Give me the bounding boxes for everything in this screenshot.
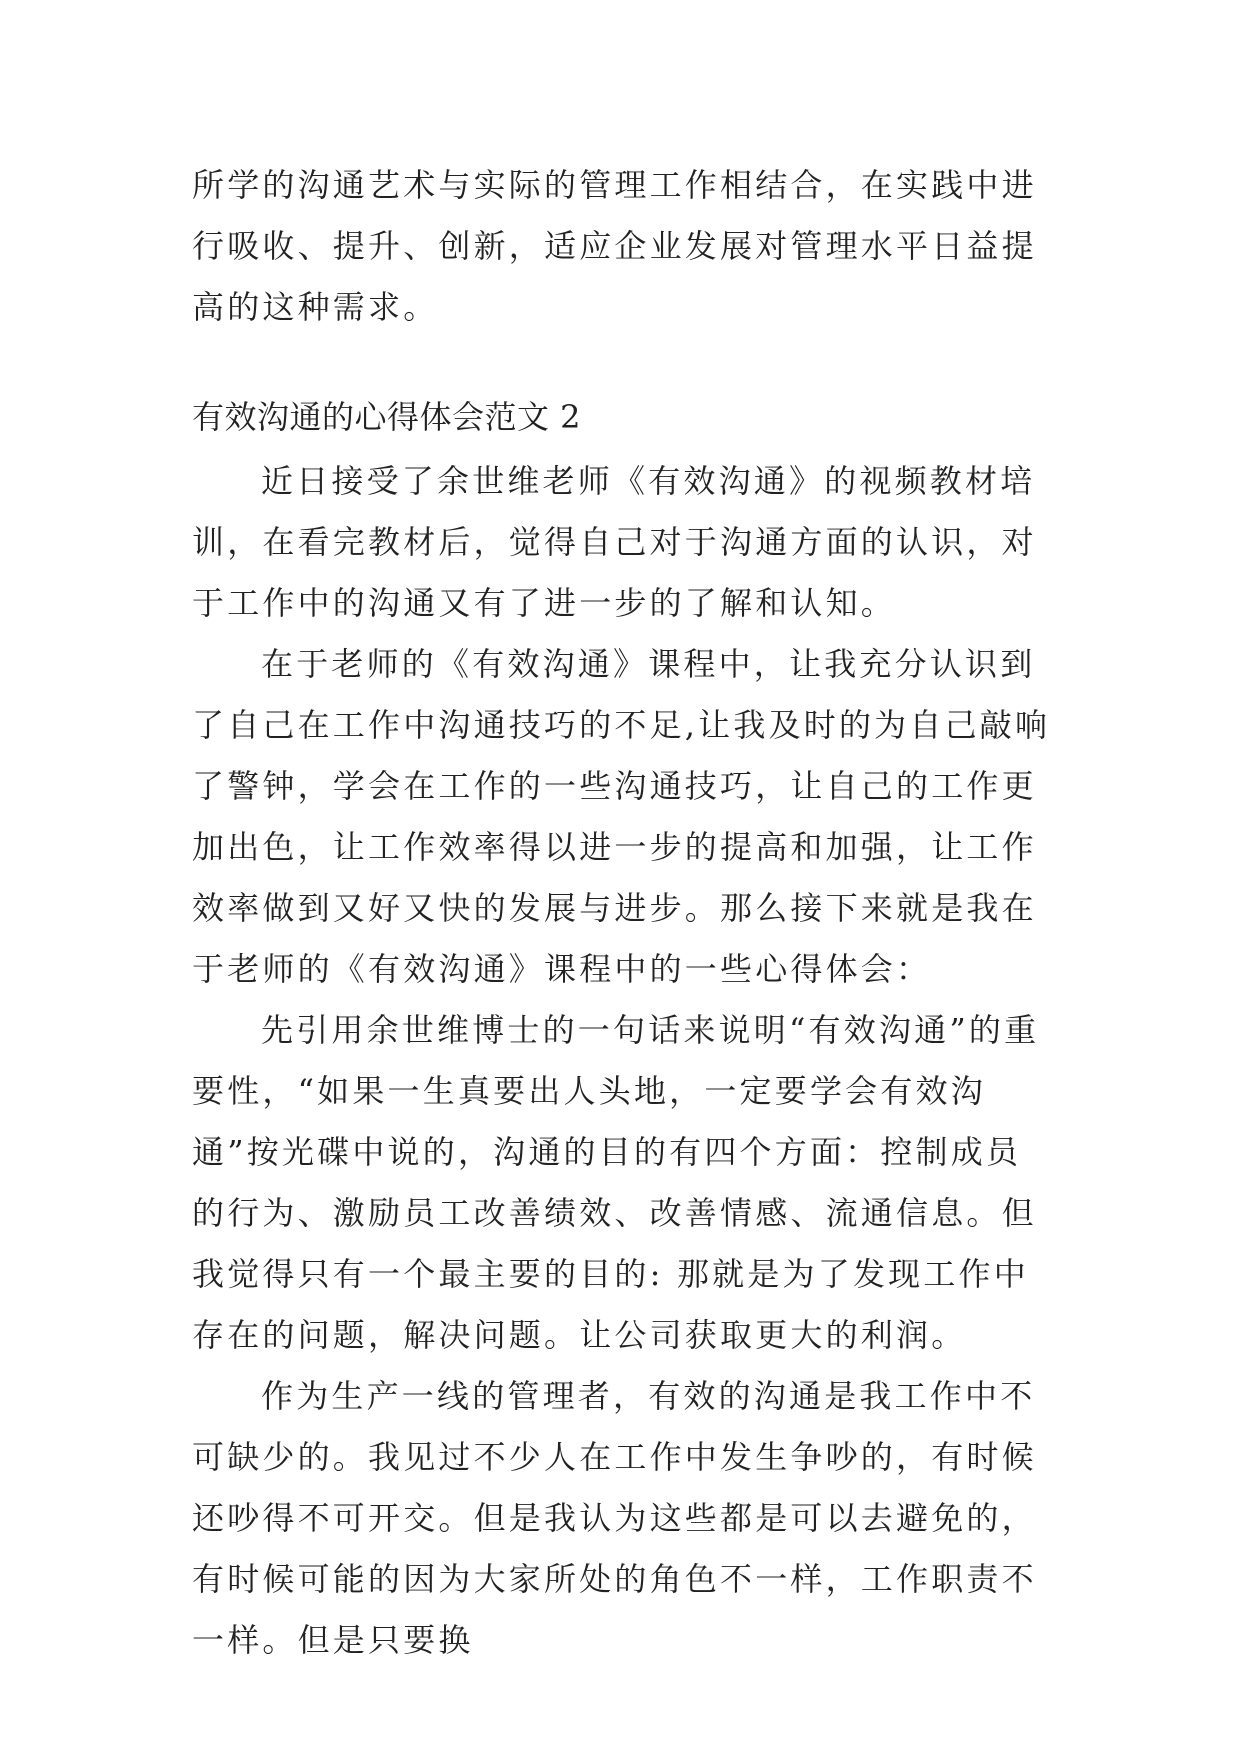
section-heading: 有效沟通的心得体会范文 2 — [192, 398, 582, 436]
body-paragraph: 在于老师的《有效沟通》课程中，让我充分认识到了自己在工作中沟通技巧的不足,让我及时的为自己敲响了警钟，学会在工作的一些沟通技巧，让自己的工作更加出色，让工作效率得以进一步的提高和加强，让工作效率做到又好又快的发展与进步。那么接下来就是我在于老师的《有效沟通》课程中的一些心得体会： — [192, 645, 1051, 988]
section-heading-block — [192, 387, 1052, 448]
continued-paragraph-block — [192, 155, 1052, 338]
body-text-block — [192, 451, 1052, 1671]
continued-paragraph: 所学的沟通艺术与实际的管理工作相结合，在实践中进行吸收、提升、创新，适应企业发展对管理水平日益提高的这种需求。 — [192, 166, 1037, 326]
body-paragraph: 先引用余世维博士的一句话来说明“有效沟通”的重要性，“如果一生真要出人头地，一定要学会有效沟通”按光碟中说的，沟通的目的有四个方面：控制成员的行为、激励员工改善绩效、改善情感、流通信息。但我觉得只有一个最主要的目的: 那就是为了发现工作中存在的问题，解决问题。让公司获取更大的利润。 — [192, 1011, 1040, 1354]
body-paragraph: 作为生产一线的管理者，有效的沟通是我工作中不可缺少的。我见过不少人在工作中发生争吵的，有时候还吵得不可开交。但是我认为这些都是可以去避免的，有时候可能的因为大家所处的角色不一样，工作职责不一样。但是只要换 — [192, 1377, 1037, 1659]
body-paragraph: 近日接受了余世维老师《有效沟通》的视频教材培训，在看完教材后，觉得自己对于沟通方面的认识，对于工作中的沟通又有了进一步的了解和认知。 — [192, 462, 1037, 622]
